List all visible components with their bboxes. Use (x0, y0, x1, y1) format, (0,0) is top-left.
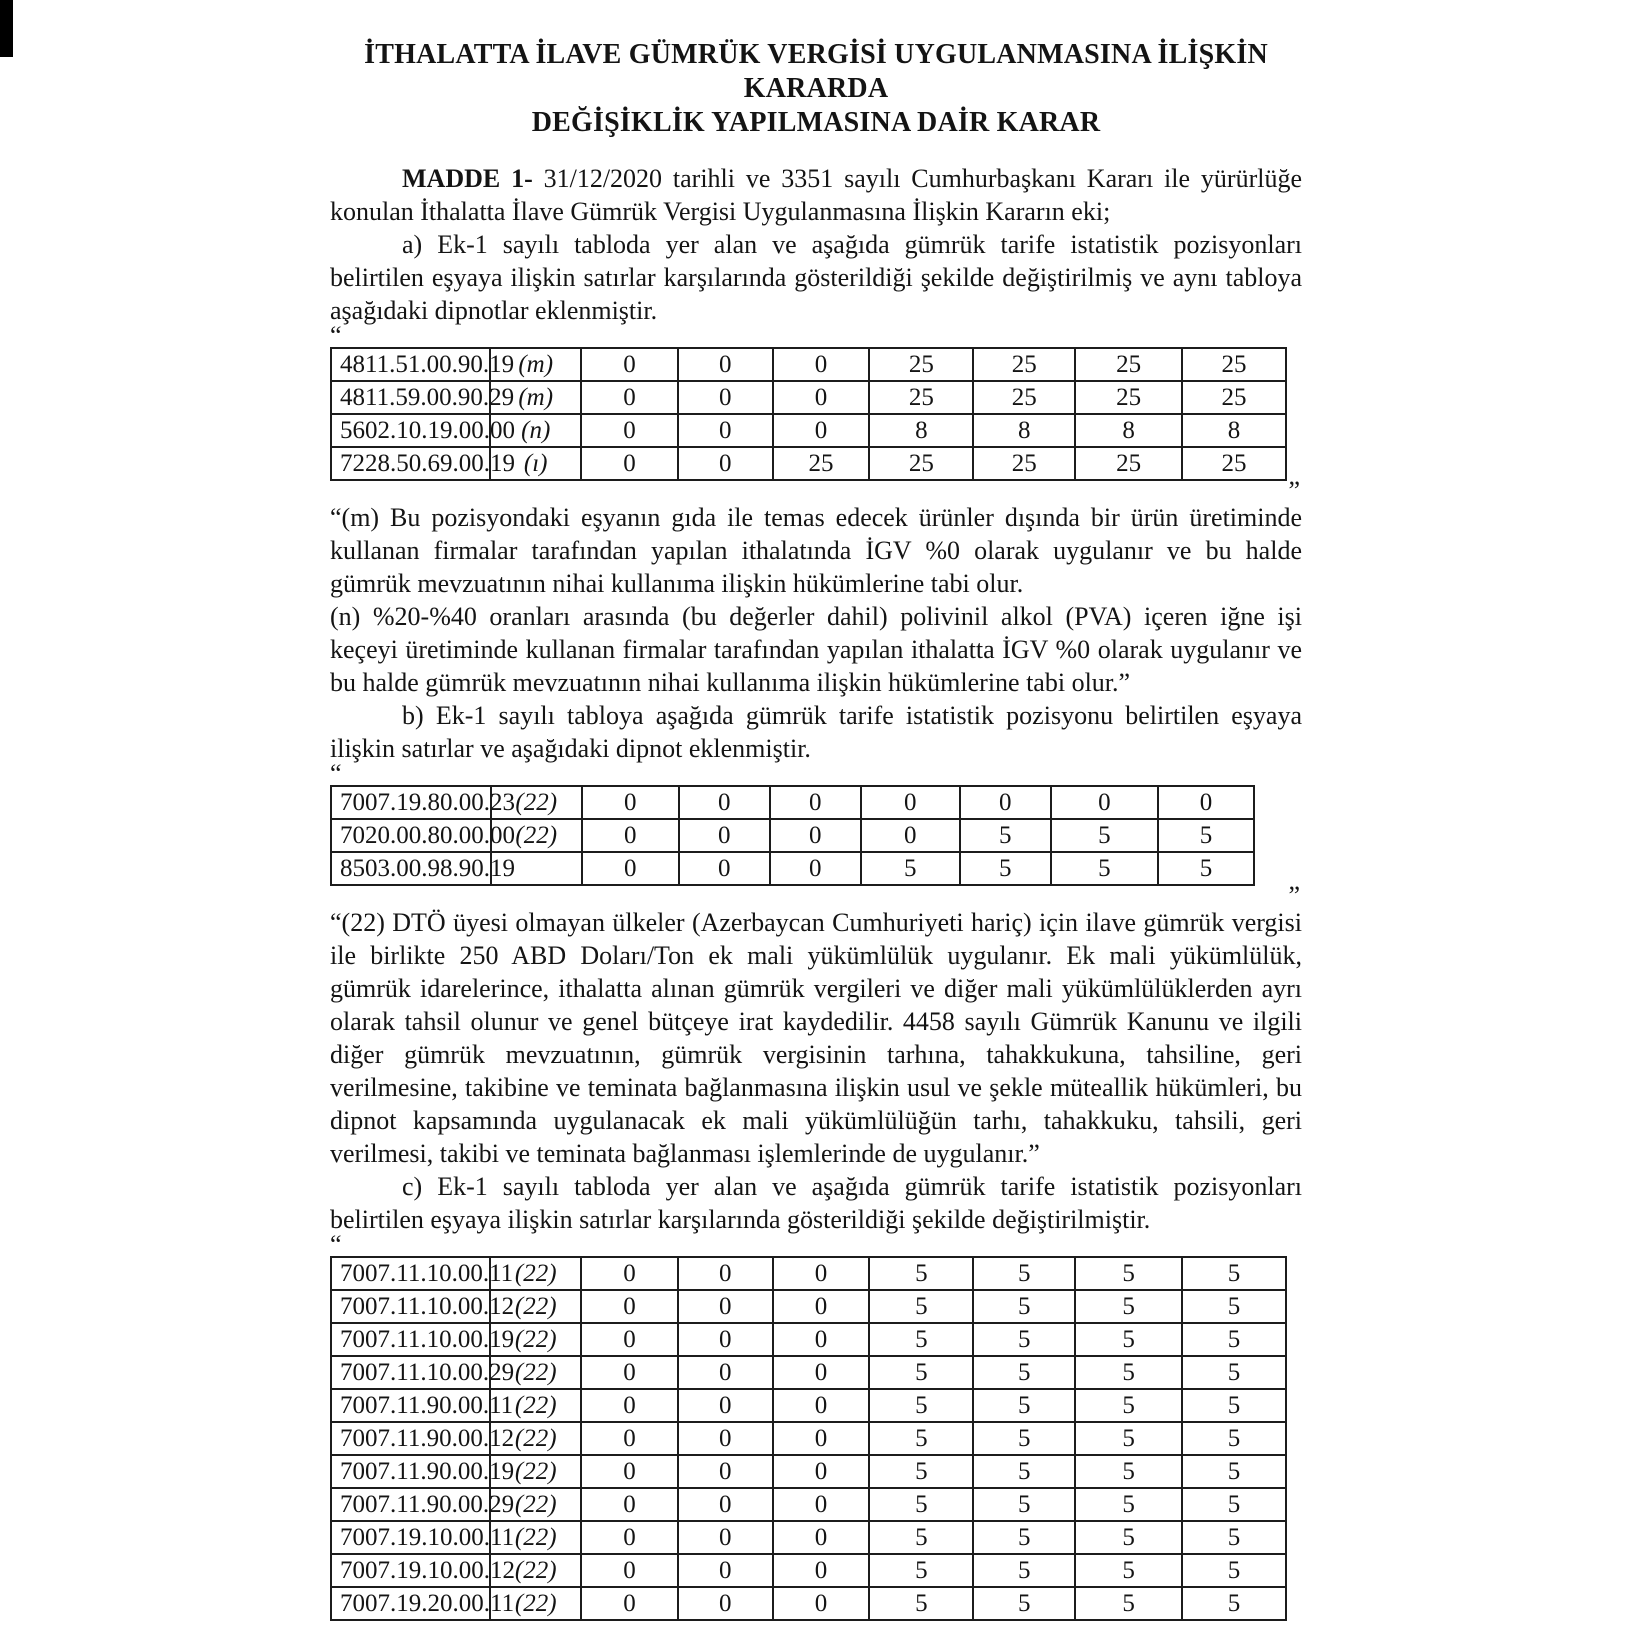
footnote-ref-cell: (22) (490, 1488, 581, 1521)
table-row (331, 381, 1286, 414)
table-row (331, 348, 1286, 381)
duty-rate-cell: 5 (869, 1257, 973, 1290)
duty-rate-cell: 0 (773, 1488, 870, 1521)
duty-rate-cell: 5 (869, 1587, 973, 1620)
gtip-code-cell: 7007.11.10.00.11 (331, 1257, 490, 1290)
table-row (331, 1455, 1286, 1488)
duty-rate-cell: 0 (582, 819, 679, 852)
close-quote-mark-b: ” (1288, 881, 1300, 910)
duty-rate-cell: 5 (861, 852, 960, 885)
duty-rate-cell: 0 (678, 1422, 773, 1455)
duty-rate-cell: 0 (773, 381, 870, 414)
gtip-code-cell: 7020.00.80.00.00 (331, 819, 491, 852)
duty-rate-cell: 25 (1182, 381, 1286, 414)
duty-rate-cell: 0 (581, 1488, 678, 1521)
duty-rate-cell: 0 (773, 1290, 870, 1323)
gtip-code-cell: 7007.19.10.00.12 (331, 1554, 490, 1587)
duty-rate-cell: 5 (1158, 852, 1254, 885)
duty-rate-cell: 0 (773, 1422, 870, 1455)
tariff-table-c (330, 1256, 1287, 1621)
gtip-code-cell: 8503.00.98.90.19 (331, 852, 491, 885)
footnote-ref-cell: (22) (491, 819, 582, 852)
duty-rate-cell: 0 (581, 1356, 678, 1389)
gtip-code-cell: 7007.11.10.00.29 (331, 1356, 490, 1389)
table-row (331, 852, 1254, 885)
duty-rate-cell: 0 (773, 1323, 870, 1356)
table-row (331, 1356, 1286, 1389)
table-row (331, 1290, 1286, 1323)
table-row (331, 414, 1286, 447)
duty-rate-cell: 0 (678, 447, 773, 480)
duty-rate-cell: 0 (581, 1455, 678, 1488)
duty-rate-cell: 5 (973, 1257, 1075, 1290)
duty-rate-cell: 0 (678, 1389, 773, 1422)
gtip-code-cell: 7228.50.69.00.19 (331, 447, 490, 480)
duty-rate-cell: 0 (581, 381, 678, 414)
duty-rate-cell: 5 (869, 1290, 973, 1323)
table-row (331, 1257, 1286, 1290)
duty-rate-cell: 5 (973, 1455, 1075, 1488)
duty-rate-cell: 5 (1182, 1389, 1286, 1422)
duty-rate-cell: 5 (973, 1290, 1075, 1323)
gtip-code-cell: 7007.11.90.00.12 (331, 1422, 490, 1455)
duty-rate-cell: 0 (679, 786, 770, 819)
page-title (330, 38, 1302, 140)
duty-rate-cell: 0 (581, 1422, 678, 1455)
duty-rate-cell: 5 (1182, 1290, 1286, 1323)
duty-rate-cell: 25 (1182, 348, 1286, 381)
duty-rate-cell: 5 (1075, 1422, 1182, 1455)
table-row (331, 786, 1254, 819)
duty-rate-cell: 0 (770, 852, 861, 885)
duty-rate-cell: 25 (869, 348, 973, 381)
duty-rate-cell: 0 (582, 786, 679, 819)
duty-rate-cell: 0 (770, 786, 861, 819)
duty-rate-cell: 0 (960, 786, 1051, 819)
duty-rate-cell: 5 (1182, 1521, 1286, 1554)
duty-rate-cell: 5 (1075, 1356, 1182, 1389)
gtip-code-cell: 7007.19.10.00.11 (331, 1521, 490, 1554)
duty-rate-cell: 8 (869, 414, 973, 447)
duty-rate-cell: 0 (678, 1521, 773, 1554)
duty-rate-cell: 5 (973, 1422, 1075, 1455)
duty-rate-cell: 0 (773, 1389, 870, 1422)
duty-rate-cell: 0 (773, 414, 870, 447)
duty-rate-cell: 5 (869, 1554, 973, 1587)
duty-rate-cell: 0 (773, 1554, 870, 1587)
gtip-code-cell: 4811.51.00.90.19 (331, 348, 490, 381)
footnote-ref-cell: (22) (490, 1257, 581, 1290)
duty-rate-cell: 5 (1182, 1257, 1286, 1290)
footnote-ref-cell: (m) (490, 381, 581, 414)
duty-rate-cell: 5 (973, 1356, 1075, 1389)
duty-rate-cell: 0 (678, 1455, 773, 1488)
duty-rate-cell: 5 (1075, 1554, 1182, 1587)
duty-rate-cell: 25 (1075, 348, 1182, 381)
duty-rate-cell: 5 (1075, 1323, 1182, 1356)
duty-rate-cell: 25 (1182, 447, 1286, 480)
gtip-code-cell: 7007.19.80.00.23 (331, 786, 491, 819)
duty-rate-cell: 0 (773, 1257, 870, 1290)
duty-rate-cell: 5 (960, 819, 1051, 852)
duty-rate-cell: 5 (869, 1521, 973, 1554)
footnote-ref-cell: (22) (490, 1389, 581, 1422)
duty-rate-cell: 0 (581, 447, 678, 480)
duty-rate-cell: 5 (1182, 1488, 1286, 1521)
gtip-code-cell: 7007.11.90.00.11 (331, 1389, 490, 1422)
duty-rate-cell: 0 (678, 1323, 773, 1356)
duty-rate-cell: 0 (678, 1257, 773, 1290)
duty-rate-cell: 5 (1075, 1488, 1182, 1521)
footnote-n-paragraph: (n) %20-%40 oranları arasında (bu değerler dahil) polivinil alkol (PVA) içeren iğne işi keçeyi üretiminde kullanan firmalar tarafından yapılan ithalatta İGV %0 olarak uygulanır ve bu halde gümrük mevzuatının nihai kullanıma ilişkin hükümlerine tabi olur.” (330, 602, 1302, 697)
duty-rate-cell: 0 (678, 381, 773, 414)
duty-rate-cell: 5 (1075, 1455, 1182, 1488)
duty-rate-cell: 0 (773, 1521, 870, 1554)
scan-artifact-bar (0, 0, 13, 57)
duty-rate-cell: 0 (861, 786, 960, 819)
footnote-ref-cell: (22) (491, 786, 582, 819)
duty-rate-cell: 0 (678, 1488, 773, 1521)
footnote-ref-cell: (22) (490, 1290, 581, 1323)
table-row (331, 1389, 1286, 1422)
duty-rate-cell: 5 (1075, 1389, 1182, 1422)
duty-rate-cell: 5 (973, 1389, 1075, 1422)
footnote-ref-cell: (22) (490, 1455, 581, 1488)
table-row (331, 1521, 1286, 1554)
duty-rate-cell: 8 (1182, 414, 1286, 447)
article-1-text: 31/12/2020 tarihli ve 3351 sayılı Cumhurbaşkanı Kararı ile yürürlüğe konulan İthalatta İlave Gümrük Vergisi Uygulanmasına İlişkin Kararın eki; (330, 164, 1302, 226)
duty-rate-cell: 8 (973, 414, 1075, 447)
duty-rate-cell: 0 (1051, 786, 1158, 819)
table-row (331, 447, 1286, 480)
item-b-paragraph: b) Ek-1 sayılı tabloya aşağıda gümrük tarife istatistik pozisyonu belirtilen eşyaya ilişkin satırlar ve aşağıdaki dipnot eklenmiştir. (330, 701, 1302, 763)
duty-rate-cell: 0 (678, 1290, 773, 1323)
duty-rate-cell: 25 (1075, 381, 1182, 414)
page-title-line2: DEĞİŞİKLİK YAPILMASINA DAİR KARAR (531, 107, 1101, 138)
duty-rate-cell: 5 (1182, 1455, 1286, 1488)
gtip-code-cell: 7007.19.20.00.11 (331, 1587, 490, 1620)
duty-rate-cell: 5 (1182, 1554, 1286, 1587)
duty-rate-cell: 5 (1182, 1356, 1286, 1389)
duty-rate-cell: 0 (581, 414, 678, 447)
gtip-code-cell: 7007.11.10.00.19 (331, 1323, 490, 1356)
duty-rate-cell: 5 (869, 1422, 973, 1455)
item-c-paragraph: c) Ek-1 sayılı tabloda yer alan ve aşağıda gümrük tarife istatistik pozisyonları belirtilen eşyaya ilişkin satırlar karşılarında gösterildiği şekilde değiştirilmiştir. (330, 1172, 1302, 1234)
duty-rate-cell: 0 (773, 1455, 870, 1488)
duty-rate-cell: 5 (1182, 1323, 1286, 1356)
duty-rate-cell: 5 (1075, 1257, 1182, 1290)
page-title-line1: İTHALATTA İLAVE GÜMRÜK VERGİSİ UYGULANMASINA İLİŞKİN KARARDA (364, 39, 1268, 104)
open-quote-mark-a: “ (330, 321, 342, 350)
duty-rate-cell: 0 (581, 1521, 678, 1554)
gtip-code-cell: 4811.59.00.90.29 (331, 381, 490, 414)
duty-rate-cell: 25 (869, 447, 973, 480)
duty-rate-cell: 0 (861, 819, 960, 852)
duty-rate-cell: 0 (678, 348, 773, 381)
duty-rate-cell: 5 (973, 1488, 1075, 1521)
duty-rate-cell: 5 (1075, 1290, 1182, 1323)
gtip-code-cell: 5602.10.19.00.00 (331, 414, 490, 447)
footnote-ref-cell: (m) (490, 348, 581, 381)
duty-rate-cell: 25 (973, 381, 1075, 414)
duty-rate-cell: 5 (869, 1389, 973, 1422)
table-row (331, 1323, 1286, 1356)
table-row (331, 1587, 1286, 1620)
article-1-label: MADDE 1- (402, 164, 533, 193)
footnote-ref-cell: (22) (490, 1554, 581, 1587)
item-a-paragraph: a) Ek-1 sayılı tabloda yer alan ve aşağıda gümrük tarife istatistik pozisyonları belirtilen eşyaya ilişkin satırlar karşılarında gösterildiği şekilde değiştirilmiş ve aynı tabloya aşağıdaki dipnotlar eklenmiştir. (330, 230, 1302, 325)
footnote-ref-cell: (ı) (490, 447, 581, 480)
duty-rate-cell: 0 (581, 1554, 678, 1587)
duty-rate-cell: 25 (773, 447, 870, 480)
gtip-code-cell: 7007.11.90.00.29 (331, 1488, 490, 1521)
duty-rate-cell: 5 (973, 1521, 1075, 1554)
gtip-code-cell: 7007.11.90.00.19 (331, 1455, 490, 1488)
gtip-code-cell: 7007.11.10.00.12 (331, 1290, 490, 1323)
document-content (330, 38, 1302, 1621)
duty-rate-cell: 0 (770, 819, 861, 852)
footnote-ref-cell: (22) (490, 1422, 581, 1455)
duty-rate-cell: 0 (773, 1587, 870, 1620)
duty-rate-cell: 5 (869, 1323, 973, 1356)
footnote-ref-cell: (22) (490, 1323, 581, 1356)
duty-rate-cell: 0 (581, 1389, 678, 1422)
footnote-ref-cell: (22) (490, 1587, 581, 1620)
duty-rate-cell: 5 (973, 1587, 1075, 1620)
table-row (331, 1422, 1286, 1455)
table-row (331, 819, 1254, 852)
duty-rate-cell: 0 (678, 1587, 773, 1620)
duty-rate-cell: 0 (678, 414, 773, 447)
duty-rate-cell: 25 (973, 348, 1075, 381)
footnote-ref-cell: (22) (490, 1356, 581, 1389)
duty-rate-cell: 8 (1075, 414, 1182, 447)
duty-rate-cell: 5 (869, 1488, 973, 1521)
duty-rate-cell: 0 (679, 819, 770, 852)
duty-rate-cell: 5 (973, 1323, 1075, 1356)
footnote-ref-cell: (22) (490, 1521, 581, 1554)
duty-rate-cell: 5 (1075, 1521, 1182, 1554)
table-row (331, 1488, 1286, 1521)
footnote-22-paragraph: “(22) DTÖ üyesi olmayan ülkeler (Azerbaycan Cumhuriyeti hariç) için ilave gümrük vergisi ile birlikte 250 ABD Doları/Ton ek mali yükümlülük uygulanır. Ek mali yükümlülük, gümrük idarelerince, ithalatta alınan gümrük vergileri ve diğer mali yükümlülüklerden ayrı olarak tahsil olunur ve genel bütçeye irat kaydedilir. 4458 sayılı Gümrük Kanunu ve ilgili diğer gümrük mevzuatının, gümrük vergisinin tarhına, tahakkukuna, tahsiline, geri verilmesine, takibine ve teminata bağlanmasına ilişkin usul ve şekle müteallik hükümleri, bu dipnot kapsamında uygulanacak ek mali yükümlülüğün tarhı, tahakkuku, tahsili, geri verilmesi, takibi ve teminata bağlanması işlemlerinde de uygulanır.” (330, 908, 1302, 1168)
duty-rate-cell: 0 (581, 348, 678, 381)
tariff-table-a (330, 347, 1287, 481)
duty-rate-cell: 5 (869, 1356, 973, 1389)
duty-rate-cell: 5 (1158, 819, 1254, 852)
duty-rate-cell: 5 (1051, 819, 1158, 852)
duty-rate-cell: 0 (581, 1257, 678, 1290)
duty-rate-cell: 0 (582, 852, 679, 885)
duty-rate-cell: 25 (973, 447, 1075, 480)
duty-rate-cell: 0 (581, 1290, 678, 1323)
duty-rate-cell: 0 (1158, 786, 1254, 819)
duty-rate-cell: 25 (1075, 447, 1182, 480)
article-1-paragraph (330, 162, 1302, 228)
footnote-ref-cell: (n) (490, 414, 581, 447)
duty-rate-cell: 5 (869, 1455, 973, 1488)
duty-rate-cell: 25 (869, 381, 973, 414)
tariff-table-b (330, 785, 1255, 886)
open-quote-mark-c: “ (330, 1230, 342, 1259)
duty-rate-cell: 0 (678, 1356, 773, 1389)
duty-rate-cell: 5 (960, 852, 1051, 885)
duty-rate-cell: 0 (581, 1323, 678, 1356)
footnote-m-paragraph: “(m) Bu pozisyondaki eşyanın gıda ile temas edecek ürünler dışında bir ürün üretiminde kullanan firmalar tarafından yapılan ithalatında İGV %0 olarak uygulanır ve bu halde gümrük mevzuatının nihai kullanıma ilişkin hükümlerine tabi olur. (330, 503, 1302, 598)
duty-rate-cell: 5 (973, 1554, 1075, 1587)
duty-rate-cell: 5 (1182, 1587, 1286, 1620)
open-quote-mark-b: “ (330, 759, 342, 788)
table-row (331, 1554, 1286, 1587)
duty-rate-cell: 5 (1075, 1587, 1182, 1620)
duty-rate-cell: 0 (678, 1554, 773, 1587)
duty-rate-cell: 0 (581, 1587, 678, 1620)
duty-rate-cell: 5 (1051, 852, 1158, 885)
duty-rate-cell: 0 (773, 348, 870, 381)
close-quote-mark-a: ” (1288, 476, 1300, 505)
duty-rate-cell: 0 (773, 1356, 870, 1389)
duty-rate-cell: 0 (679, 852, 770, 885)
duty-rate-cell: 5 (1182, 1422, 1286, 1455)
